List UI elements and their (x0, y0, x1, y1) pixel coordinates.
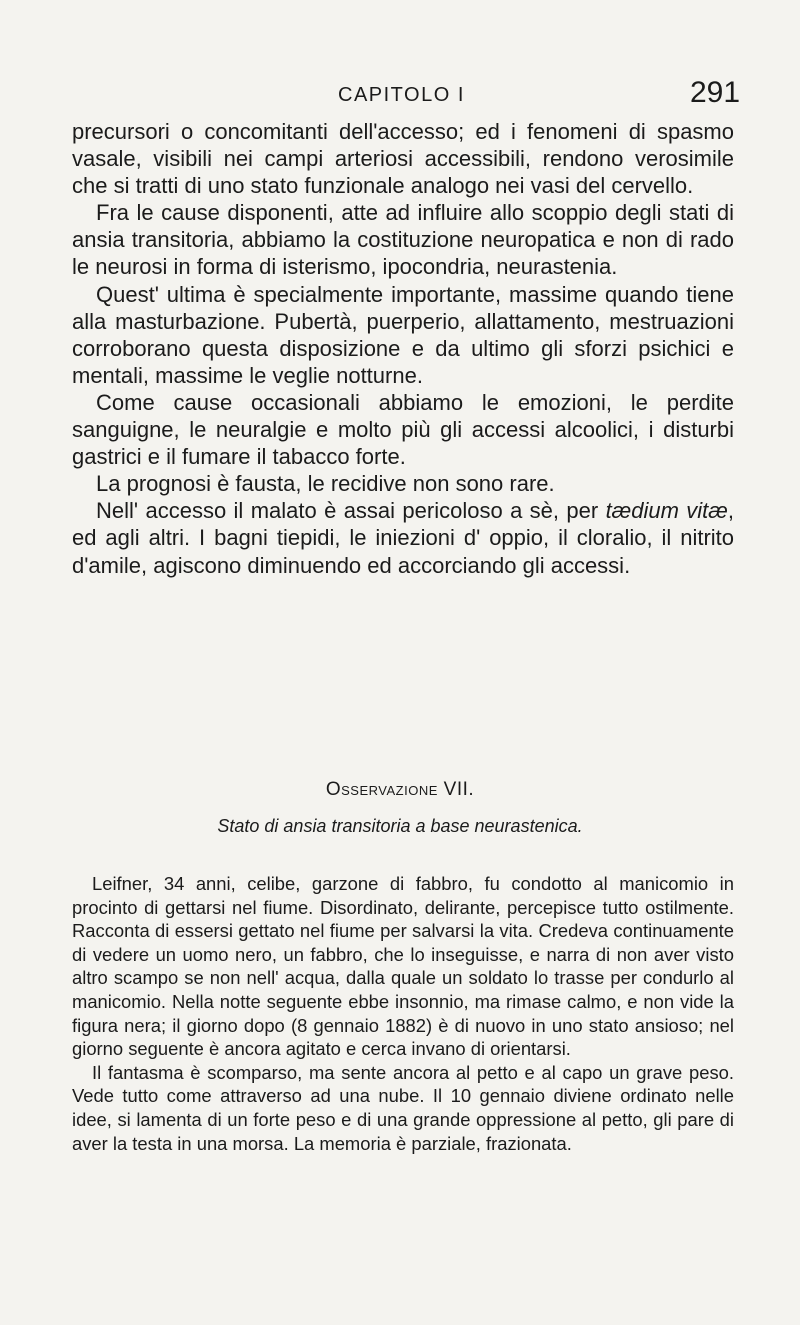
text-run: Nell' accesso il malato è assai pericoloso a sè, per (96, 498, 606, 524)
paragraph: La prognosi è fausta, le recidive non sono rare. (96, 471, 555, 497)
observation-title: Osservazione VII. (325, 779, 475, 800)
paragraph-treatment (72, 497, 734, 578)
case-paragraph: Leifner, 34 anni, celibe, garzone di fabbro, fu condotto al manicomio in procinto di gettarsi nel fiume. Disordinato, delirante, percepisce tutto ostilmente. Racconta di essersi gettato nel fiume per salvarsi la vita. Credeva continuamente di vedere un uomo nero, un fabbro, che lo inseguisse, e narra di non aver visto altro scampo se non nell' acqua, dalla quale un soldato lo trasse per condurlo al manicomio. Nella notte seguente ebbe insonnio, ma rimase calmo, e non vide la figura nera; il giorno dopo (8 gennaio 1882) è di nuovo in uno stato ansioso; nel giorno seguente è ancora agitato e cerca invano di orientarsi. (72, 873, 734, 1060)
main-text (72, 118, 734, 579)
paragraph: Come cause occasionali abbiamo le emozioni, le perdite sanguigne, le neuralgie e molto più gli accessi alcoolici, i disturbi gastrici e il fumare il tabacco forte. (72, 389, 734, 470)
paragraph: Quest' ultima è specialmente importante, massime quando tiene alla masturbazione. Pubertà, puerperio, allattamento, mestruazioni corroborano questa disposizione e da ultimo gli sforzi psichici e mentali, massime le veglie notturne. (72, 281, 734, 388)
observation-subtitle: Stato di ansia transitoria a base neurastenica. (217, 816, 583, 836)
paragraph: Fra le cause disponenti, atte ad influire allo scoppio degli stati di ansia transitoria, abbiamo la costituzione neuropatica e non di rado le neurosi in forma di isterismo, ipocondria, neurastenia. (72, 200, 734, 280)
case-paragraph: Il fantasma è scomparso, ma sente ancora al petto e al capo un grave peso. Vede tutto come attraverso ad una nube. Il 10 gennaio diviene ordinato nelle idee, si lamenta di un forte peso e di una grande oppressione al petto, gli pare di aver la testa in una morsa. La memoria è parziale, frazionata. (72, 1061, 734, 1154)
page-number: 291 (690, 76, 741, 109)
case-report (72, 872, 734, 1155)
latin-phrase: tædium vitæ (605, 498, 728, 524)
paragraph: precursori o concomitanti dell'accesso; ed i fenomeni di spasmo vasale, visibili nei campi arteriosi accessibili, rendono verosimile che si tratti di uno stato funzionale analogo nei vasi del cervello. (72, 119, 734, 199)
page-header (0, 76, 800, 116)
running-head: CAPITOLO I (338, 84, 465, 106)
text-run: , ed agli altri. I bagni tiepidi, le iniezioni d' oppio, il cloralio, il nitrito d'amile, agiscono diminuendo ed accorciando gli accessi. (72, 498, 734, 578)
